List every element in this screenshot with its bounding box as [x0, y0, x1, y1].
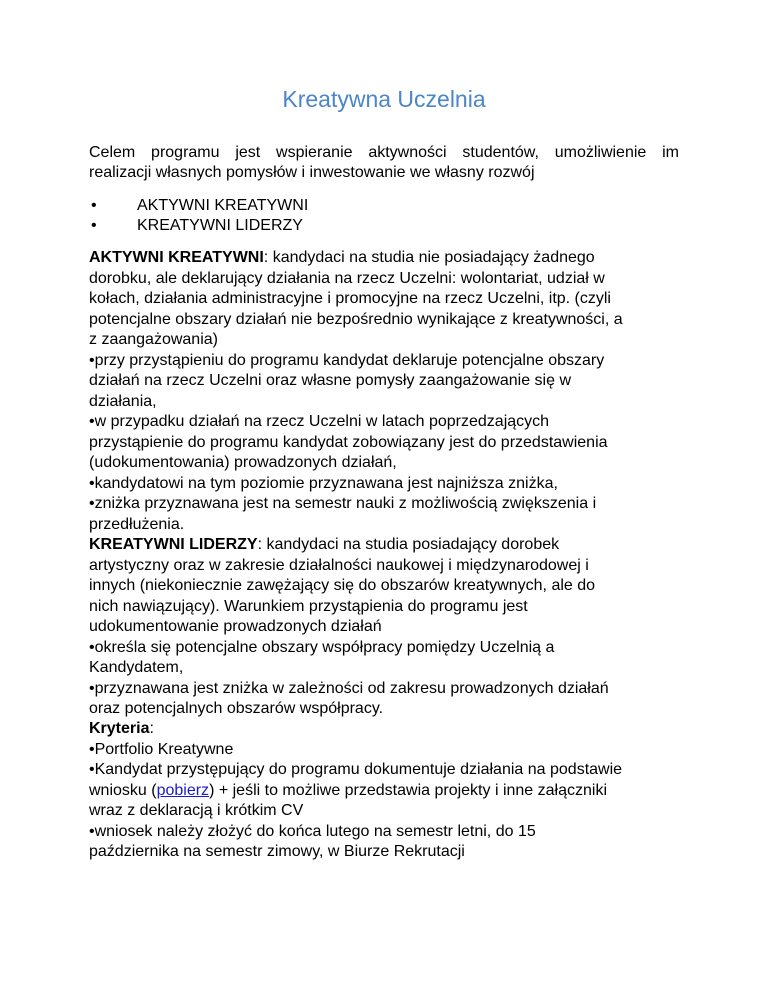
kryteria-heading-line [89, 719, 689, 740]
aktywni-line: przedłużenia. [89, 515, 185, 533]
liderzy-section [89, 535, 689, 720]
aktywni-line: działań na rzecz Uczelni oraz własne pomysły zaangażowanie się w [89, 372, 572, 389]
aktywni-line: dorobku, ale deklarujący działania na rzecz Uczelni: wolontariat, udział w [89, 269, 605, 287]
liderzy-line [89, 535, 689, 556]
liderzy-line: oraz potencjalnych obszarów współpracy. [89, 700, 384, 717]
liderzy-line: nich nawiązujący). Warunkiem przystąpienia do programu jest [89, 597, 528, 615]
aktywni-line: •kandydatowi na tym poziomie przyznawana jest najniższa zniżka, [89, 474, 558, 492]
intro-line-2: realizacji własnych pomysłów i inwestowanie we własny rozwój [89, 164, 535, 181]
download-form-link[interactable]: pobierz [156, 781, 210, 799]
bullet-icon: • [91, 217, 97, 234]
liderzy-line: artystyczny oraz w zakresie działalności naukowej i międzynarodowej i [89, 556, 589, 574]
liderzy-text: : kandydaci na studia posiadający dorobek [257, 536, 560, 553]
aktywni-section [89, 248, 689, 535]
kryteria-line: wraz z deklaracją i krótkim CV [89, 802, 304, 819]
aktywni-line: z zaangażowania) [89, 331, 218, 348]
aktywni-line [89, 248, 689, 269]
bullet-icon: • [91, 197, 97, 214]
intro-paragraph [89, 143, 679, 183]
aktywni-line: (udokumentowania) prowadzonych działań, [89, 454, 397, 471]
intro-line-1: Celem programu jest wspieranie aktywności studentów, umożliwienie im [89, 144, 679, 161]
liderzy-line: udokumentowanie prowadzonych działań [89, 618, 382, 635]
list-item [89, 196, 308, 216]
aktywni-line: •zniżka przyznawana jest na semestr nauki z możliwością zwiększenia i [89, 495, 597, 512]
aktywni-text: : kandydaci na studia nie posiadający żadnego [263, 249, 595, 266]
aktywni-line: działania, [89, 392, 157, 410]
liderzy-line: •przyznawana jest zniżka w zależności od zakresu prowadzonych działań [89, 679, 609, 697]
document-title: Kreatywna Uczelnia [282, 86, 486, 112]
liderzy-line: innych (niekoniecznie zawężający się do obszarów kreatywnych, ale do [89, 577, 596, 594]
kryteria-line: października na semestr zimowy, w Biurze Rekrutacji [89, 843, 465, 860]
kryteria-line: •wniosek należy złożyć do końca lutego na semestr letni, do 15 [89, 822, 536, 840]
kryteria-text-before-link: wniosku ( [89, 781, 157, 799]
aktywni-heading: AKTYWNI KREATYWNI [89, 249, 264, 266]
aktywni-line: •w przypadku działań na rzecz Uczelni w latach poprzedzających [89, 413, 550, 430]
aktywni-line: potencjalne obszary działań nie bezpośrednio wynikające z kreatywności, a [89, 310, 623, 328]
list-item-label: KREATYWNI LIDERZY [137, 217, 303, 234]
aktywni-line: kołach, działania administracyjne i promocyjne na rzecz Uczelni, itp. (czyli [89, 290, 611, 307]
kryteria-line: •Portfolio Kreatywne [89, 740, 234, 758]
aktywni-line: •przy przystąpieniu do programu kandydat deklaruje potencjalne obszary [89, 351, 605, 369]
kryteria-text-after-link: ) + jeśli to możliwe przedstawia projekty i inne załączniki [209, 781, 607, 799]
liderzy-line: •określa się potencjalne obszary współpracy pomiędzy Uczelnią a [89, 638, 555, 656]
list-item-label: AKTYWNI KREATYWNI [137, 197, 309, 214]
kryteria-heading: Kryteria [89, 720, 150, 737]
kryteria-section [89, 719, 689, 863]
liderzy-line: Kandydatem, [89, 659, 184, 676]
list-item [89, 216, 308, 236]
kryteria-line [89, 781, 689, 802]
liderzy-heading: KREATYWNI LIDERZY [89, 536, 258, 553]
kryteria-line: •Kandydat przystępujący do programu dokumentuje działania na podstawie [89, 761, 623, 778]
program-levels-list [89, 196, 308, 236]
aktywni-line: przystąpienie do programu kandydat zobowiązany jest do przedstawienia [89, 433, 608, 451]
kryteria-heading-suffix: : [149, 720, 154, 737]
